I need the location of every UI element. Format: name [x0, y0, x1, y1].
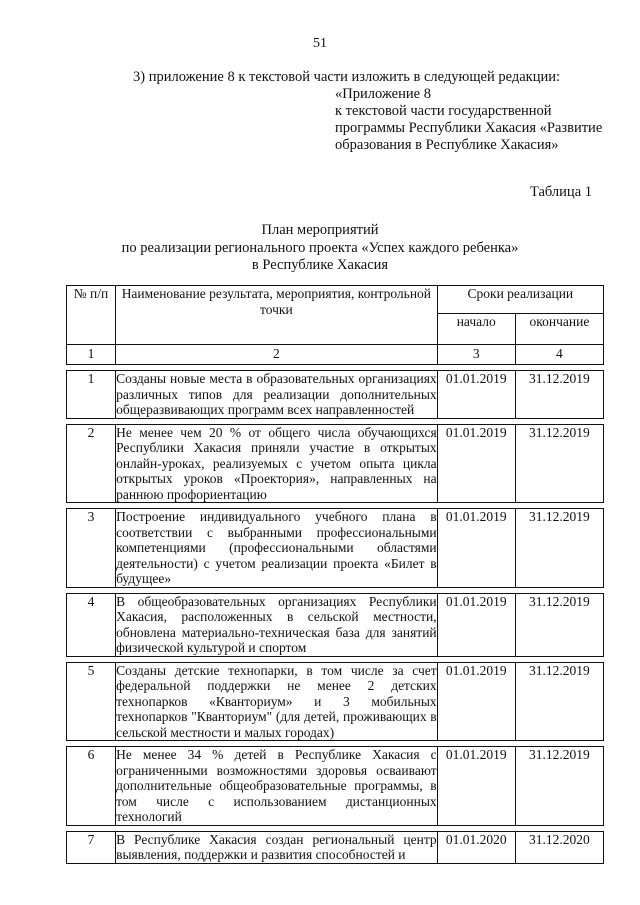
row-end-date: 31.12.2019 — [515, 371, 603, 419]
table-row — [67, 593, 604, 656]
row-number: 1 — [67, 371, 116, 419]
table-body — [67, 345, 604, 864]
plan-title-line-1: План мероприятий — [261, 222, 379, 238]
column-index-row — [67, 345, 604, 365]
header-terms: Сроки реализации — [437, 286, 603, 314]
row-start-date: 01.01.2019 — [437, 509, 515, 588]
plan-table — [66, 285, 604, 864]
row-name: В Республике Хакасия создан региональный центр выявления, поддержки и развития способностей и — [116, 831, 437, 862]
row-name: Построение индивидуального учебного плана в соответствии с выбранными профессиональными компетенциями (профессиональными областями деятельности) с учетом реализации проекта «Билет в будущее» — [116, 509, 437, 586]
row-number: 4 — [67, 593, 116, 656]
appendix-line-4: образования в Республике Хакасия» — [335, 137, 559, 153]
row-end-date: 31.12.2019 — [515, 747, 603, 826]
row-start-date: 01.01.2019 — [437, 747, 515, 826]
appendix-line-1: «Приложение 8 — [335, 86, 431, 102]
table-label: Таблица 1 — [529, 184, 592, 200]
row-start-date: 01.01.2019 — [437, 371, 515, 419]
row-number: 5 — [67, 662, 116, 741]
row-name: Не менее чем 20 % от общего числа обучающихся Республики Хакасия приняли участие в открытых онлайн-уроках, реализуемых с учетом опыта цикла открытых уроков «Проектория», направленных на раннюю профориентацию — [116, 424, 437, 502]
appendix-heading — [335, 86, 615, 154]
row-number: 2 — [67, 424, 116, 503]
table-row — [67, 747, 604, 826]
intro-paragraph: 3) приложение 8 к текстовой части изложить в следующей редакции: — [133, 69, 560, 85]
row-start-date: 01.01.2019 — [437, 424, 515, 503]
plan-title — [0, 222, 640, 275]
header-name: Наименование результата, мероприятия, контрольной точки — [116, 286, 438, 345]
row-end-date: 31.12.2019 — [515, 662, 603, 741]
row-start-date: 01.01.2020 — [437, 831, 515, 863]
row-end-date: 31.12.2019 — [515, 509, 603, 588]
plan-title-line-2: по реализации регионального проекта «Успех каждого ребенка» — [121, 239, 519, 256]
row-end-date: 31.12.2019 — [515, 593, 603, 656]
table-row — [67, 831, 604, 863]
table-header-row — [67, 286, 604, 314]
plan-title-line-3: в Республике Хакасия — [251, 257, 389, 273]
row-end-date: 31.12.2019 — [515, 424, 603, 503]
appendix-line-3: программы Республики Хакасия «Развитие — [335, 120, 603, 136]
table-row — [67, 424, 604, 503]
row-number: 3 — [67, 509, 116, 588]
column-index-4: 4 — [515, 345, 603, 365]
row-name: В общеобразовательных организациях Республики Хакасия, расположенных в сельской местности, обновлена материально-техническая база для занятий физической культурой и спортом — [116, 593, 437, 655]
row-number: 7 — [67, 831, 116, 863]
row-start-date: 01.01.2019 — [437, 593, 515, 656]
row-start-date: 01.01.2019 — [437, 662, 515, 741]
table-row — [67, 371, 604, 419]
row-name: Созданы детские технопарки, в том числе за счет федеральной поддержки не менее 2 детских технопарков «Кванториум» и 3 мобильных технопарков "Кванториум" (для детей, проживающих в сельской местности и малых городах) — [116, 662, 437, 740]
header-start: начало — [437, 314, 515, 345]
row-name: Созданы новые места в образовательных организациях различных типов для реализации дополнительных общеразвивающих программ всех направленностей — [116, 371, 437, 417]
table-row — [67, 662, 604, 741]
column-index-2: 2 — [116, 345, 438, 365]
column-index-3: 3 — [437, 345, 515, 365]
page-number: 51 — [313, 36, 327, 51]
column-index-1: 1 — [67, 345, 116, 365]
appendix-line-2: к текстовой части государственной — [335, 103, 552, 119]
row-name: Не менее 34 % детей в Республике Хакасия с ограниченными возможностями здоровья осваивают дополнительные общеобразовательные программы, в том числе с использованием дистанционных технологий — [116, 747, 437, 824]
table-row — [67, 509, 604, 588]
row-number: 6 — [67, 747, 116, 826]
header-end: окончание — [515, 314, 603, 345]
row-end-date: 31.12.2020 — [515, 831, 603, 863]
header-num: № п/п — [67, 286, 116, 345]
